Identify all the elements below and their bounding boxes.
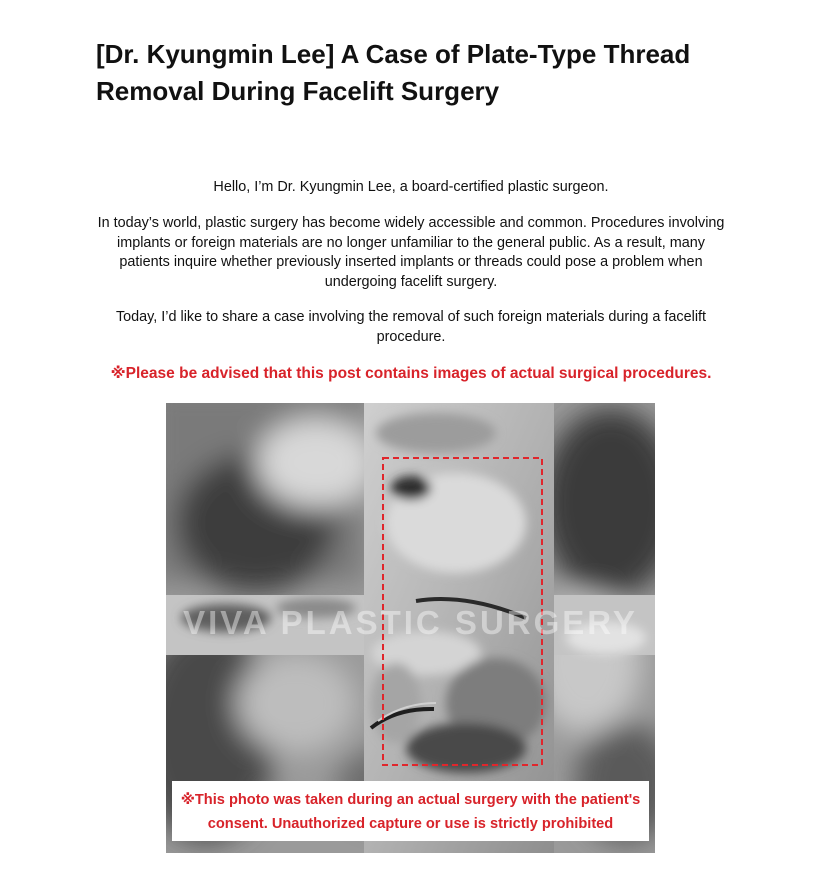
context-paragraph: In today’s world, plastic surgery has become widely accessible and common. Procedures involving implants or foreign materials are no longer unfamiliar to the general public. As a result, many patients inquire whether previously inserted implants or threads could pose a problem when undergoing facelift surgery. (97, 215, 725, 290)
article-title: [Dr. Kyungmin Lee] A Case of Plate-Type Thread Removal During Facelift Surgery (96, 39, 691, 106)
surgical-image-warning: ※Please be advised that this post contains images of actual surgical procedures. (110, 365, 712, 382)
consent-caption-line-2: consent. Unauthorized capture or use is strictly prohibited (207, 816, 614, 832)
photo-watermark: VIVA PLASTIC SURGERY (183, 604, 638, 641)
consent-caption-line-1: ※This photo was taken during an actual surgery with the patient's (180, 792, 641, 808)
consent-caption (172, 781, 649, 841)
intro-paragraph: Hello, I’m Dr. Kyungmin Lee, a board-certified plastic surgeon. (213, 179, 609, 195)
case-paragraph: Today, I’d like to share a case involving the removal of such foreign materials during a facelift procedure. (115, 309, 707, 345)
surgery-photo (166, 403, 655, 853)
